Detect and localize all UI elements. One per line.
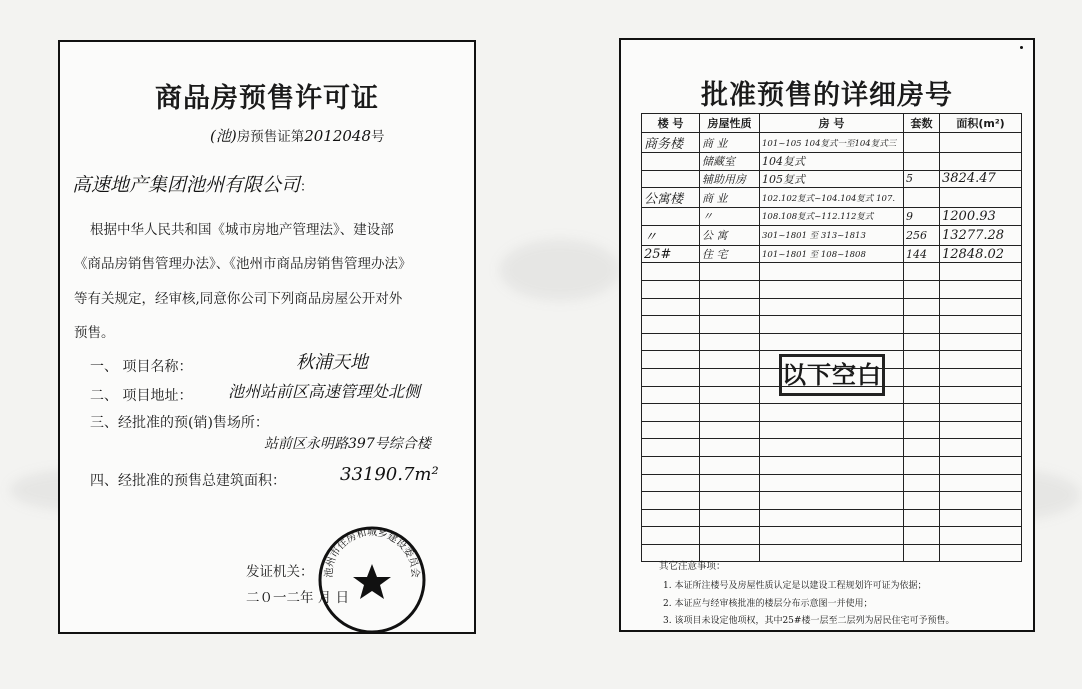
table-row bbox=[642, 316, 1022, 334]
table-row bbox=[642, 188, 1022, 208]
room-no-cell bbox=[760, 421, 904, 439]
unit-count-cell: 256 bbox=[904, 225, 940, 245]
room-no-cell bbox=[760, 316, 904, 334]
room-no-cell: 105复式 bbox=[760, 170, 904, 188]
unit-count-cell bbox=[904, 333, 940, 351]
table-row bbox=[642, 298, 1022, 316]
unit-count-cell bbox=[904, 316, 940, 334]
area-cell: 1200.93 bbox=[940, 208, 1022, 226]
room-no-cell: 301~1801 至 313~1813 bbox=[760, 225, 904, 245]
unit-count-cell bbox=[904, 474, 940, 492]
room-no-cell bbox=[760, 333, 904, 351]
table-row bbox=[642, 404, 1022, 422]
table-row bbox=[642, 527, 1022, 545]
area-cell bbox=[940, 368, 1022, 386]
area-cell bbox=[940, 439, 1022, 457]
room-no-cell bbox=[760, 280, 904, 298]
room-no-cell bbox=[760, 298, 904, 316]
body-text-line: 《商品房销售管理办法》、《池州市商品房销售管理办法》 bbox=[74, 256, 412, 272]
area-cell: 13277.28 bbox=[940, 225, 1022, 245]
building-no-cell bbox=[642, 404, 700, 422]
unit-count-cell: 5 bbox=[904, 170, 940, 188]
area-cell bbox=[940, 474, 1022, 492]
building-no-cell bbox=[642, 263, 700, 281]
room-no-cell: 101~1801 至 108~1808 bbox=[760, 245, 904, 263]
table-row bbox=[642, 509, 1022, 527]
property-type-cell bbox=[700, 368, 760, 386]
area-cell: 12848.02 bbox=[940, 245, 1022, 263]
property-type-cell: 〃 bbox=[700, 208, 760, 226]
unit-count-cell bbox=[904, 368, 940, 386]
building-no-cell bbox=[642, 456, 700, 474]
table-row bbox=[642, 456, 1022, 474]
area-cell bbox=[940, 492, 1022, 510]
unit-count-cell bbox=[904, 404, 940, 422]
issue-date: 二０一二年 月 日 bbox=[246, 590, 350, 606]
unit-count-cell bbox=[904, 386, 940, 404]
company-name-line bbox=[72, 170, 313, 197]
property-type-cell: 储藏室 bbox=[700, 153, 760, 171]
building-no-cell bbox=[642, 298, 700, 316]
table-row bbox=[642, 225, 1022, 245]
unit-count-cell bbox=[904, 153, 940, 171]
property-type-cell bbox=[700, 527, 760, 545]
paper-smudge bbox=[500, 240, 620, 300]
property-type-cell bbox=[700, 474, 760, 492]
table-row bbox=[642, 263, 1022, 281]
building-no-cell bbox=[642, 170, 700, 188]
unit-count-cell bbox=[904, 280, 940, 298]
total-area-label: 四、经批准的预售总建筑面积： bbox=[90, 473, 286, 489]
permit-suffix: 号 bbox=[371, 129, 385, 145]
note-item: 3. 该项目未设定他项权，其中25#楼一层至二层列为居民住宅可予预售。 bbox=[663, 616, 955, 626]
permit-title: 商品房预售许可证 bbox=[155, 83, 379, 114]
building-no-cell bbox=[642, 368, 700, 386]
area-cell bbox=[940, 544, 1022, 562]
building-no-cell bbox=[642, 351, 700, 369]
property-type-cell bbox=[700, 439, 760, 457]
room-no-cell bbox=[760, 509, 904, 527]
sales-venue-value: 站前区永明路397号综合楼 bbox=[264, 436, 431, 452]
table-header-row bbox=[642, 114, 1022, 133]
body-text-line: 根据中华人民共和国《城市房地产管理法》、建设部 bbox=[90, 222, 394, 238]
property-type-cell: 辅助用房 bbox=[700, 170, 760, 188]
sales-venue-label: 三、经批准的预(销)售场所： bbox=[90, 415, 269, 431]
room-no-cell bbox=[760, 439, 904, 457]
building-no-cell bbox=[642, 527, 700, 545]
area-cell bbox=[940, 153, 1022, 171]
building-no-cell bbox=[642, 421, 700, 439]
unit-count-cell bbox=[904, 263, 940, 281]
table-row bbox=[642, 133, 1022, 153]
property-type-cell: 商 业 bbox=[700, 188, 760, 208]
table-row bbox=[642, 492, 1022, 510]
area-cell bbox=[940, 316, 1022, 334]
area-cell bbox=[940, 133, 1022, 153]
room-no-cell: 108.108复式~112.112复式 bbox=[760, 208, 904, 226]
room-no-cell: 104复式 bbox=[760, 153, 904, 171]
room-table bbox=[641, 113, 1022, 562]
property-type-cell bbox=[700, 263, 760, 281]
area-cell bbox=[940, 280, 1022, 298]
building-no-cell bbox=[642, 474, 700, 492]
notes-title: 其它注意事项： bbox=[659, 561, 726, 572]
unit-count-cell: 9 bbox=[904, 208, 940, 226]
building-no-cell bbox=[642, 153, 700, 171]
building-no-cell: 商务楼 bbox=[642, 133, 700, 153]
room-no-cell: 101~105 104复式一至104复式三 bbox=[760, 133, 904, 153]
property-type-cell bbox=[700, 492, 760, 510]
blank-below-stamp: 以下空白 bbox=[779, 354, 885, 396]
presale-permit-panel bbox=[58, 40, 476, 634]
body-text-line: 等有关规定，经审核,同意你公司下列商品房屋公开对外 bbox=[74, 291, 403, 307]
property-type-cell bbox=[700, 456, 760, 474]
table-row bbox=[642, 439, 1022, 457]
corner-mark bbox=[1020, 46, 1023, 49]
building-no-cell bbox=[642, 509, 700, 527]
project-address-label: 二、 项目地址： bbox=[90, 388, 193, 404]
area-cell bbox=[940, 421, 1022, 439]
room-details-title: 批准预售的详细房号 bbox=[701, 80, 953, 111]
area-cell bbox=[940, 351, 1022, 369]
table-row bbox=[642, 280, 1022, 298]
room-no-cell bbox=[760, 492, 904, 510]
building-no-cell bbox=[642, 333, 700, 351]
property-type-cell bbox=[700, 421, 760, 439]
table-row bbox=[642, 170, 1022, 188]
table-row bbox=[642, 421, 1022, 439]
unit-count-cell bbox=[904, 544, 940, 562]
column-header: 房 号 bbox=[760, 114, 904, 133]
official-seal bbox=[316, 524, 428, 636]
property-type-cell bbox=[700, 351, 760, 369]
property-type-cell bbox=[700, 386, 760, 404]
company-suffix: ： bbox=[300, 180, 314, 195]
permit-number-line bbox=[210, 125, 385, 146]
room-no-cell bbox=[760, 527, 904, 545]
building-no-cell bbox=[642, 208, 700, 226]
property-type-cell: 住 宅 bbox=[700, 245, 760, 263]
area-cell bbox=[940, 333, 1022, 351]
room-no-cell bbox=[760, 544, 904, 562]
building-no-cell: 公寓楼 bbox=[642, 188, 700, 208]
project-name-value: 秋浦天地 bbox=[296, 352, 368, 373]
property-type-cell bbox=[700, 280, 760, 298]
unit-count-cell bbox=[904, 492, 940, 510]
building-no-cell bbox=[642, 492, 700, 510]
unit-count-cell bbox=[904, 456, 940, 474]
table-row bbox=[642, 153, 1022, 171]
unit-count-cell bbox=[904, 188, 940, 208]
property-type-cell bbox=[700, 404, 760, 422]
building-no-cell bbox=[642, 316, 700, 334]
room-details-panel bbox=[619, 38, 1035, 632]
room-no-cell: 102.102复式~104.104复式 107. bbox=[760, 188, 904, 208]
area-cell bbox=[940, 386, 1022, 404]
total-area-value: 33190.7m² bbox=[340, 464, 439, 485]
building-no-cell bbox=[642, 439, 700, 457]
unit-count-cell bbox=[904, 509, 940, 527]
column-header: 房屋性质 bbox=[700, 114, 760, 133]
room-no-cell bbox=[760, 474, 904, 492]
seal-text: 池州市住房和城乡建设委员会 bbox=[323, 527, 421, 579]
company-name: 高速地产集团池州有限公司 bbox=[72, 174, 301, 196]
table-row bbox=[642, 245, 1022, 263]
column-header: 套数 bbox=[904, 114, 940, 133]
unit-count-cell bbox=[904, 527, 940, 545]
room-no-cell bbox=[760, 456, 904, 474]
note-item: 1. 本证所注楼号及房屋性质认定是以建设工程规划许可证为依据； bbox=[663, 581, 927, 591]
table-row bbox=[642, 208, 1022, 226]
unit-count-cell bbox=[904, 421, 940, 439]
unit-count-cell bbox=[904, 351, 940, 369]
table-row bbox=[642, 333, 1022, 351]
area-cell bbox=[940, 527, 1022, 545]
building-no-cell: 25# bbox=[642, 245, 700, 263]
unit-count-cell bbox=[904, 133, 940, 153]
body-text-line: 预售。 bbox=[74, 325, 115, 341]
table-row bbox=[642, 474, 1022, 492]
property-type-cell bbox=[700, 333, 760, 351]
project-address-value: 池州站前区高速管理处北侧 bbox=[228, 382, 421, 401]
building-no-cell: 〃 bbox=[642, 225, 700, 245]
permit-mid-label: 房预售证第 bbox=[236, 129, 305, 145]
area-cell bbox=[940, 456, 1022, 474]
room-no-cell bbox=[760, 404, 904, 422]
area-cell: 3824.47 bbox=[940, 170, 1022, 188]
area-cell bbox=[940, 188, 1022, 208]
permit-prefix: (池) bbox=[210, 127, 237, 145]
unit-count-cell bbox=[904, 439, 940, 457]
area-cell bbox=[940, 263, 1022, 281]
room-no-cell bbox=[760, 263, 904, 281]
property-type-cell: 公 寓 bbox=[700, 225, 760, 245]
permit-number: 2012048 bbox=[304, 127, 372, 145]
column-header: 楼 号 bbox=[642, 114, 700, 133]
property-type-cell bbox=[700, 509, 760, 527]
area-cell bbox=[940, 298, 1022, 316]
area-cell bbox=[940, 509, 1022, 527]
unit-count-cell: 144 bbox=[904, 245, 940, 263]
property-type-cell bbox=[700, 316, 760, 334]
building-no-cell bbox=[642, 386, 700, 404]
property-type-cell bbox=[700, 298, 760, 316]
property-type-cell: 商 业 bbox=[700, 133, 760, 153]
note-item: 2. 本证应与经审核批准的楼层分布示意图一并使用； bbox=[663, 599, 873, 609]
area-cell bbox=[940, 404, 1022, 422]
unit-count-cell bbox=[904, 298, 940, 316]
column-header: 面积(m²) bbox=[940, 114, 1022, 133]
issuer-label: 发证机关： bbox=[246, 564, 314, 580]
building-no-cell bbox=[642, 280, 700, 298]
project-name-label: 一、 项目名称： bbox=[90, 359, 193, 375]
